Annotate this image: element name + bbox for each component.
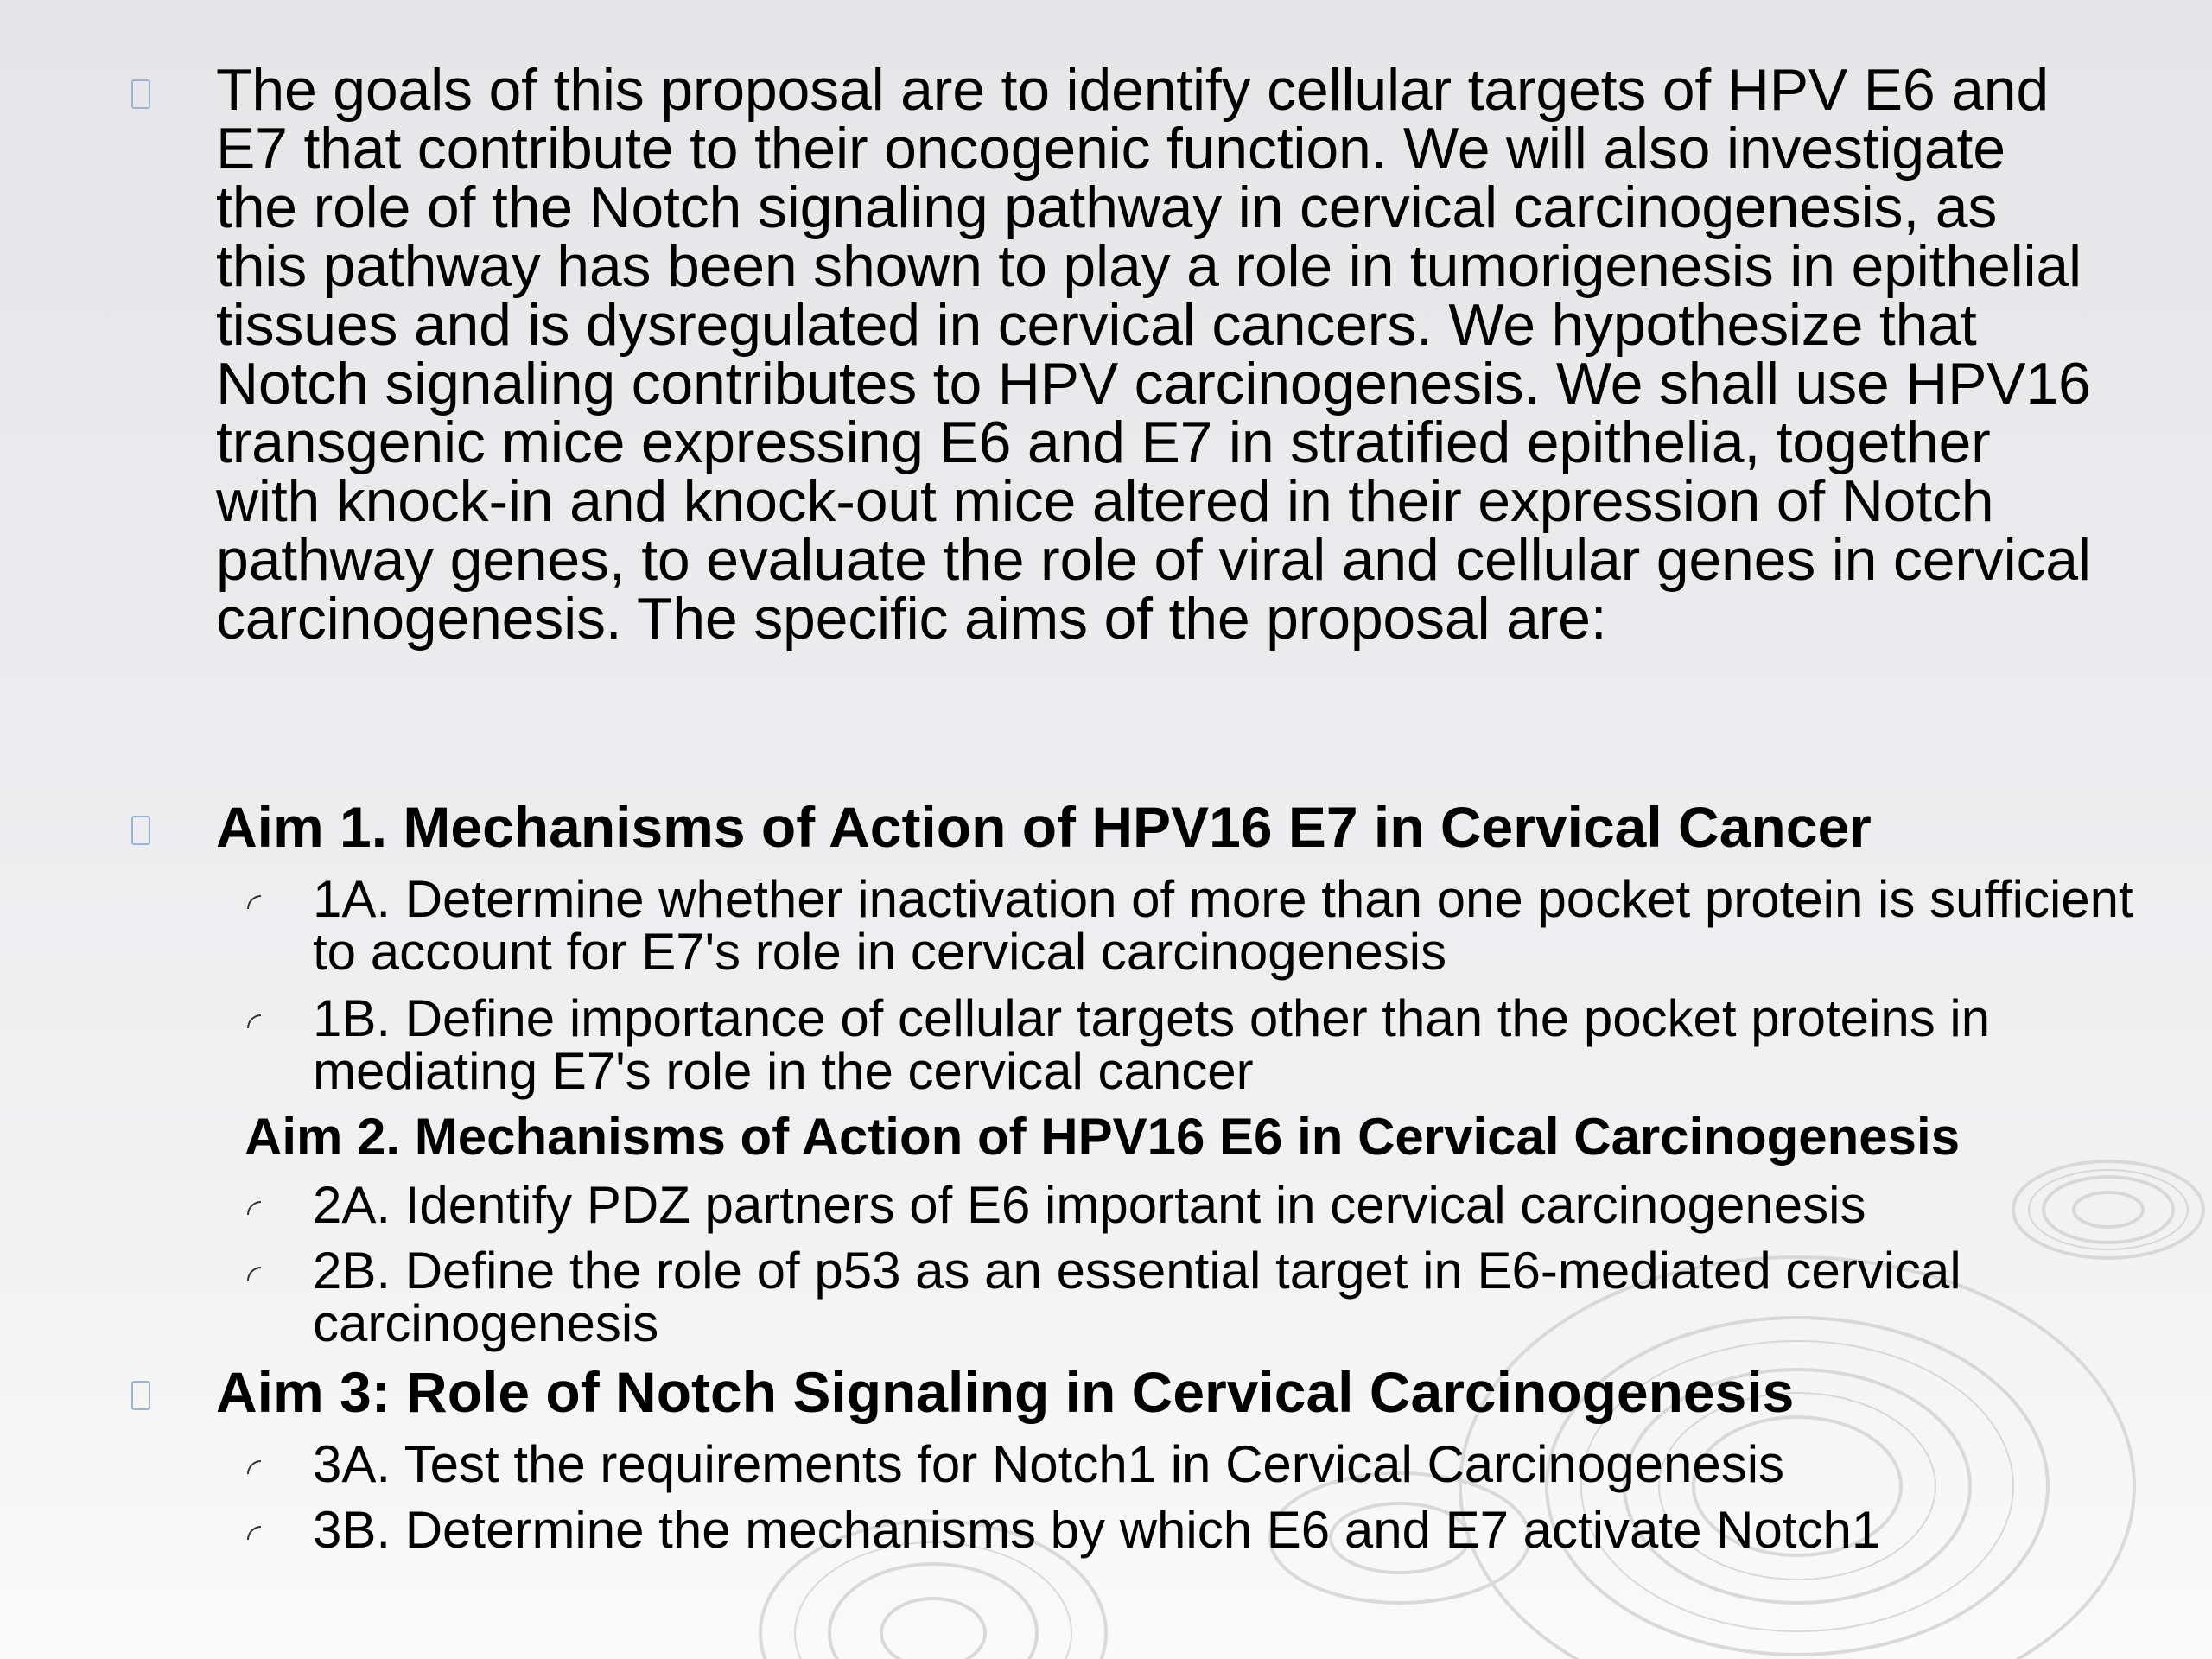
- intro-paragraph: The goals of this proposal are to identify cellular targets of HPV E6 and E7 that contribute to their oncogenic function. We will also investigate the role of the Notch signaling pathway in cervical carcinogenesis, as this pathway has been shown to play a role in tumorigenesis in epithelial tissues and is dysregulated in cervical cancers. We hypothesize that Notch signaling contributes to HPV carcinogenesis. We shall use HPV16 transgenic mice expressing E6 and E7 in stratified epithelia, together with knock-in and knock-out mice altered in their expression of Notch pathway genes, to evaluate the role of viral and cellular genes in cervical carcinogenesis. The specific aims of the proposal are:: [216, 57, 2091, 652]
- arc-bullet-icon: [247, 1460, 261, 1474]
- box-bullet-icon: [131, 1381, 150, 1410]
- box-bullet-icon: [131, 816, 150, 845]
- aim3-heading: Aim 3: Role of Notch Signaling in Cervical Carcinogenesis: [216, 1360, 1795, 1424]
- aim2-item-2b: 2B. Define the role of p53 as an essential target in E6-mediated cervical carcinogenesis: [313, 1242, 1961, 1352]
- aim1-item-1a: 1A. Determine whether inactivation of more than one pocket protein is sufficient to account for E7's role in cervical carcinogenesis: [313, 870, 2133, 981]
- aim3-item-3b: 3B. Determine the mechanisms by which E6 and E7 activate Notch1: [313, 1501, 1881, 1559]
- arc-bullet-icon: [247, 895, 261, 909]
- box-bullet-icon: [131, 79, 150, 109]
- aim2-heading: Aim 2. Mechanisms of Action of HPV16 E6 in Cervical Carcinogenesis: [245, 1108, 1961, 1166]
- aim1-item-1b: 1B. Define importance of cellular targets other than the pocket proteins in mediating E7's role in the cervical cancer: [313, 989, 1991, 1100]
- arc-bullet-icon: [247, 1526, 261, 1540]
- arc-bullet-icon: [247, 1014, 261, 1028]
- aim2-item-2a: 2A. Identify PDZ partners of E6 important in cervical carcinogenesis: [313, 1176, 1866, 1234]
- arc-bullet-icon: [247, 1267, 261, 1281]
- arc-bullet-icon: [247, 1201, 261, 1215]
- aim3-item-3a: 3A. Test the requirements for Notch1 in Cervical Carcinogenesis: [313, 1435, 1785, 1493]
- aim1-heading: Aim 1. Mechanisms of Action of HPV16 E7 in Cervical Cancer: [216, 795, 1872, 859]
